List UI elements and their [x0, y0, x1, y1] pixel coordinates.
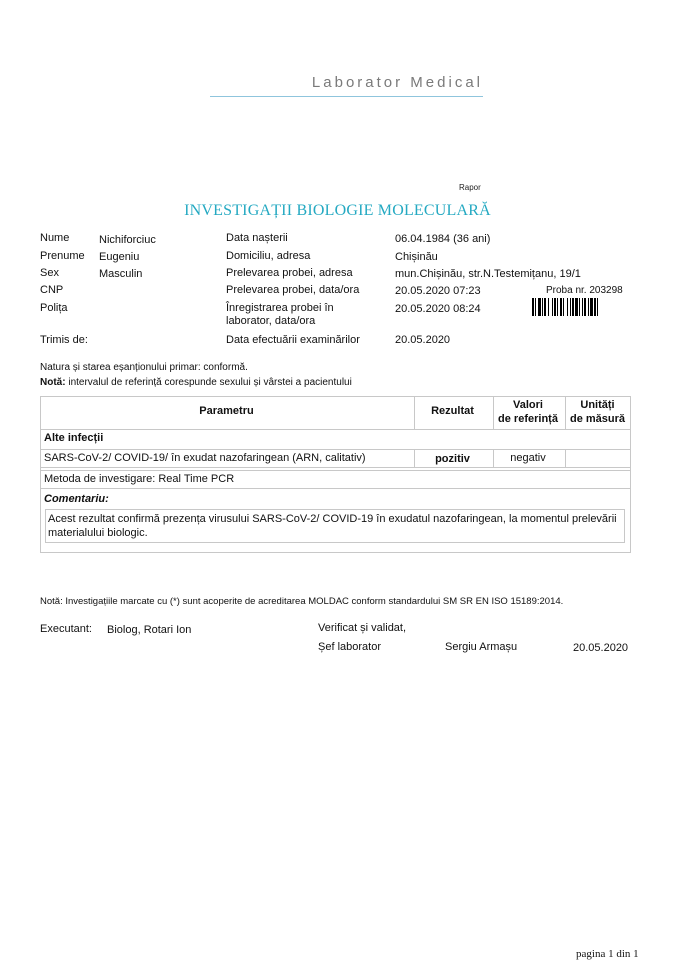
- sef-laborator-date: 20.05.2020: [573, 642, 629, 654]
- page-title: INVESTIGAȚII BIOLOGIE MOLECULARĂ: [184, 202, 491, 219]
- col-header-valori-2: de referință: [498, 413, 558, 425]
- sex-value: Masculin: [99, 268, 143, 280]
- col-header-parametru: Parametru: [199, 405, 254, 417]
- group-alte-infectii: Alte infecții: [44, 432, 104, 444]
- nota-text: intervalul de referință corespunde sexului și vârstei a pacientului: [65, 377, 352, 388]
- data-nasterii-label: Data nașterii: [226, 232, 288, 244]
- comentariu-text: Acest rezultat confirmă prezența virusului SARS-CoV-2/ COVID-19 în exudatul nazofaringean, la momentul prelevării materialului biologic.: [48, 513, 617, 539]
- inregistrare-label-1: Înregistrarea probei în: [226, 302, 334, 314]
- polita-label: Polița: [40, 302, 68, 314]
- natura-note: Natura și starea eșanționului primar: conformă.: [40, 362, 248, 373]
- domiciliu-value: Chișinău: [395, 251, 438, 263]
- prelevare-data-label: Prelevarea probei, data/ora: [226, 284, 360, 296]
- row-referinta: negativ: [510, 452, 546, 464]
- lab-name-underline: [210, 96, 483, 97]
- sef-laborator-label: Șef laborator: [318, 641, 381, 653]
- domiciliu-label: Domiciliu, adresa: [226, 250, 311, 262]
- prenume-label: Prenume: [40, 250, 85, 262]
- table-divider: [41, 429, 630, 430]
- metoda-text: Metoda de investigare: Real Time PCR: [44, 473, 235, 485]
- sef-laborator-name: Sergiu Armașu: [445, 641, 518, 653]
- proba-number: Proba nr. 203298: [546, 285, 623, 296]
- row-parametru: SARS-CoV-2/ COVID-19/ în exudat nazofaringean (ARN, calitativ): [44, 452, 366, 464]
- data-nasterii-value: 06.04.1984 (36 ani): [395, 233, 491, 245]
- barcode-image: [532, 298, 629, 316]
- prelevare-adresa-value: mun.Chișinău, str.N.Testemițanu, 19/1: [395, 268, 581, 280]
- page-number: pagina 1 din 1: [576, 948, 639, 960]
- lab-name: Laborator Medical: [311, 74, 483, 91]
- efectuare-label: Data efectuării examinărilor: [226, 334, 360, 346]
- row-rezultat: pozitiv: [435, 453, 470, 465]
- inregistrare-value: 20.05.2020 08:24: [395, 303, 481, 315]
- nume-value: Nichiforciuc: [99, 234, 156, 246]
- executant-label: Executant:: [40, 623, 92, 635]
- verificat-text: Verificat și validat,: [318, 622, 407, 634]
- table-divider: [565, 450, 566, 467]
- trimis-label: Trimis de:: [40, 334, 88, 346]
- nota-referinta: [40, 377, 352, 388]
- col-header-valori-1: Valori: [513, 399, 543, 411]
- inregistrare-label-2: laborator, data/ora: [226, 315, 316, 327]
- sex-label: Sex: [40, 267, 59, 279]
- col-header-rezultat: Rezultat: [431, 405, 474, 417]
- acreditare-note: Notă: Investigațiile marcate cu (*) sunt acoperite de acreditarea MOLDAC conform standardului SM SR EN ISO 15189:2014.: [40, 596, 564, 607]
- raport-label: Rapor: [459, 183, 481, 192]
- prelevare-adresa-label: Prelevarea probei, adresa: [226, 267, 353, 279]
- efectuare-value: 20.05.2020: [395, 334, 451, 346]
- prelevare-data-value: 20.05.2020 07:23: [395, 285, 481, 297]
- col-header-unitati-1: Unități: [580, 399, 615, 411]
- nota-label: Notă:: [40, 377, 66, 388]
- prenume-value: Eugeniu: [99, 251, 140, 263]
- cnp-label: CNP: [40, 284, 64, 296]
- comentariu-label: Comentariu:: [44, 493, 109, 505]
- col-header-unitati-2: de măsură: [569, 413, 626, 425]
- executant-value: Biolog, Rotari Ion: [107, 624, 192, 636]
- nume-label: Nume: [40, 232, 70, 244]
